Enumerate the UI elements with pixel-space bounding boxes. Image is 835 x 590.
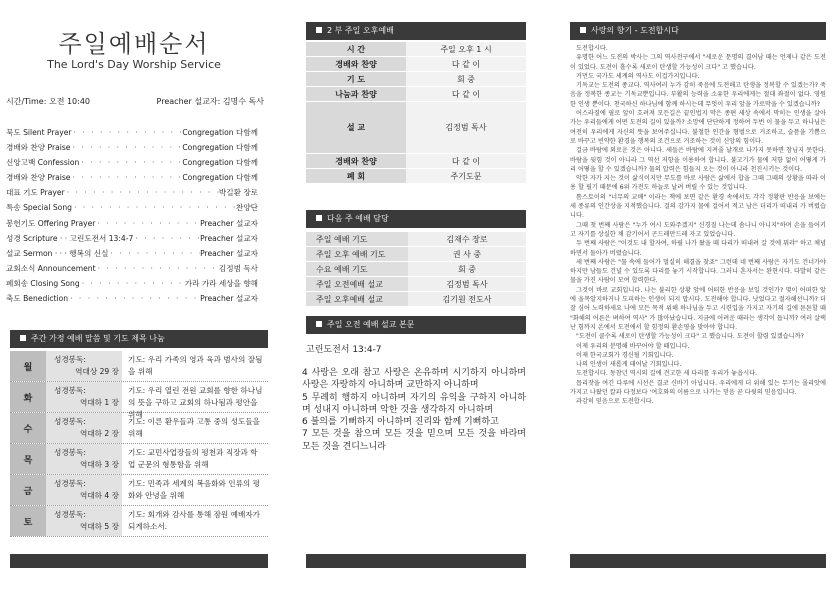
duty-header [306, 210, 526, 228]
duty-value: 김정범 독사 [408, 277, 526, 291]
pm-row [306, 154, 526, 169]
bible-row [10, 413, 268, 444]
duty-table [306, 232, 526, 307]
day-label: 토 [10, 506, 46, 536]
pm-label: 설 교 [306, 102, 406, 153]
pm-row [306, 87, 526, 102]
pm-value: 다 같 이 [406, 87, 526, 101]
pm-value: 다 같 이 [406, 154, 526, 168]
pm-value: 김정범 독사 [406, 102, 526, 153]
order-of-service-column [0, 0, 268, 590]
order-leader: 박길환 장로 [218, 188, 258, 198]
title-english: The Lord's Day Worship Service [47, 58, 221, 71]
pm-label: 시 간 [306, 42, 406, 56]
bible-row [10, 351, 268, 382]
essay-paragraph: 악한 자가 지는 것이 삶식이지만 무도를 바로 사람은 삶에서 합을 그때 그때의 상황을 따라 이용 할 필기 때문에 6위 가전도 하늘로 날려 버릴 수 있는 것입니다. [570, 175, 826, 192]
pm-value: 주일 오후 1 시 [406, 42, 526, 56]
reading-reference [46, 506, 122, 536]
order-item: 대표 기도 Prayer [6, 188, 65, 198]
prayer-topic: 기도: 우리 열린 전원 교회를 향한 하나님의 뜻을 구하고 교회의 하나됨과 평안을 위해 [128, 386, 263, 419]
duty-label: 주일 오후 예배 기도 [306, 247, 408, 261]
scripture-verses [302, 367, 526, 453]
afternoon-service-column [294, 0, 530, 590]
day-label: 목 [10, 444, 46, 474]
order-row [6, 155, 258, 170]
pm-value: 주기도문 [406, 169, 526, 183]
order-item: 성경 Scripture · · 고린도전서 13:4-7 [6, 233, 134, 243]
dot-leader [68, 291, 200, 306]
prayer-topic: 기도: 우리 가족의 영과 육과 범사의 잘됨을 위해 [128, 355, 263, 376]
service-time: 시간/Time: 오전 10:40 [6, 97, 91, 106]
service-preacher: Preacher 설교자: 김명수 독사 [156, 97, 264, 106]
order-row [6, 246, 258, 261]
reading-label: 성경봉독: [54, 355, 86, 364]
essay-body [570, 44, 826, 407]
dot-leader [70, 170, 182, 185]
essay-paragraph: 도전합시다. 동참년 역시의 길에 견고한 세 다리를 우리가 놓읍시다. [576, 370, 758, 378]
order-leader: Congregation 다함께 [182, 128, 258, 137]
bible-reading-title: 주간 가정 예배 말씀 및 기도 제목 나눔 [31, 334, 165, 343]
prayer-topic: 기도: 이른 환우들과 고통 중의 성도들을 위해 [128, 417, 260, 438]
pm-row [306, 72, 526, 87]
service-time-line [6, 96, 268, 107]
title-korean: 주일예배순서 [58, 30, 210, 58]
pm-label: 기 도 [306, 72, 406, 86]
square-bullet-icon [20, 335, 26, 341]
duty-row [306, 247, 526, 262]
reading-chapter: 역대하 3 장 [79, 460, 119, 469]
order-item: 봉헌기도 Offering Prayer [6, 218, 96, 228]
pm-value: 다 같 이 [406, 57, 526, 71]
bible-row [10, 382, 268, 419]
essay-title: 사랑의 향기 - 도전합시다 [591, 26, 679, 35]
dot-leader [72, 125, 183, 140]
order-row [6, 261, 258, 276]
pm-row [306, 169, 526, 184]
sermon-text-title: 주일 오전 예배 설교 본문 [327, 320, 415, 329]
dot-leader [96, 261, 219, 276]
reading-reference [46, 351, 122, 381]
order-leader: 가라 가라 세상을 향해 [184, 278, 258, 288]
reading-label: 성경봉독: [54, 448, 86, 457]
reading-label: 성경봉독: [54, 417, 86, 426]
order-leader: Congregation 다함께 [182, 173, 258, 183]
pm-value: 회 중 [406, 72, 526, 86]
pm-service-title: 2 부 주일 오후예배 [327, 26, 394, 35]
essay-paragraph: "도전이 클수록 새로이 탄생할 가능성이 크다" 고 했습니다. 도전이 할렴 있겠습니까? [576, 333, 804, 341]
essay-paragraph: 이제 우리의 분명해 바꾸어야 할 때입니다. [576, 342, 690, 350]
order-item: 신앙고백 Confession [6, 158, 80, 168]
pm-row [306, 42, 526, 57]
reading-label: 성경봉독: [54, 386, 86, 395]
order-leader: Preacher 설교자 [200, 248, 258, 258]
essay-paragraph: 유명한 어느 도전의 박사는 그의 역사전구에서 "세로운 문명의 결어남 때는 언제나 같은 도전이 있었다. 도전이 흘수록 새로이 탄생할 가능성이 크다" 고 했습니다. [570, 54, 826, 71]
bible-row [10, 444, 268, 475]
reading-reference [46, 413, 122, 443]
order-leader: Preacher 설교자 [200, 218, 258, 228]
pm-service-table [306, 42, 526, 184]
pm-label: 경배와 찬양 [306, 57, 406, 71]
bible-row [10, 506, 268, 537]
reading-chapter: 역대하 4 장 [79, 491, 119, 500]
reading-label: 성경봉독: [54, 479, 86, 488]
order-leader: Congregation 다함께 [182, 143, 258, 153]
day-label: 월 [10, 351, 46, 381]
footer-bar [570, 554, 826, 568]
order-leader: Preacher 설교자 [200, 233, 258, 243]
duty-title: 다음 주 예배 담당 [327, 214, 389, 223]
reading-label: 성경봉독: [54, 510, 86, 519]
reading-chapter: 역대하 1 장 [79, 398, 119, 407]
pm-label: 폐 회 [306, 169, 406, 183]
pm-service-header [306, 22, 526, 40]
order-row [6, 200, 258, 215]
dot-leader [108, 246, 200, 261]
dot-leader [80, 276, 185, 291]
square-bullet-icon [316, 215, 322, 221]
order-item: 설교 Sermon · · · 행복의 신실 [6, 248, 109, 258]
duty-value: 김재수 장로 [408, 232, 526, 246]
pm-label: 나눔과 찬양 [306, 87, 406, 101]
order-item: 교회소식 Announcement [6, 263, 96, 273]
prayer-topic: 기도: 회개와 감사를 통해 잠원 예배자가 되게하소서. [128, 510, 260, 531]
duty-row [306, 262, 526, 277]
order-row [6, 231, 258, 246]
square-bullet-icon [580, 27, 586, 33]
order-row [6, 291, 258, 306]
dot-leader [95, 216, 200, 231]
essay-paragraph: 기독교는 도전의 종교다. 역사여러 누가 감히 죽음에 도전해고 탄생을 정복할 수 있겠는가? 죽음을 정복한 종교는 기독교뿐입니다. 부활의 능력을 소유한 우리에게는 절대 좌절이 없다. 영원한 인생 뿐이다. 천국하신 하나님에 함께 하시는데 무엇이 우리 앞을 가로막을 수 있겠습니까? [570, 82, 827, 108]
essay-paragraph: 그때 첫 번째 사람은 "누가 여시 도와주겠지" 신경질 나는데 솜나니 아니지"하며 손을 들어키고 자기를 상실한 채 감기어서 곤드레만드레 자고 있었습니다. [570, 221, 826, 238]
duty-value: 김기원 전도사 [408, 292, 526, 306]
essay-header [570, 22, 826, 40]
order-leader: Congregation 다함께 [182, 158, 258, 168]
essay-paragraph: 과감히 믿음으로 도전합시다. [576, 398, 654, 406]
duty-row [306, 232, 526, 247]
order-row [6, 216, 258, 231]
pm-label: 경배와 찬양 [306, 154, 406, 168]
day-label: 화 [10, 382, 46, 412]
bible-reading-table [10, 351, 268, 537]
dot-leader [65, 185, 219, 200]
verse: 4 사랑은 오래 참고 사랑은 온유하며 시기하지 아니하며 사랑은 자랑하지 아니하며 교만하지 아니하며 [302, 368, 526, 391]
order-leader: 김정범 독사 [218, 263, 258, 273]
duty-label: 주일 예배 기도 [306, 232, 408, 246]
order-leader: 찬양단 [235, 203, 258, 213]
day-label: 금 [10, 475, 46, 505]
dot-leader [72, 200, 236, 215]
order-item: 축도 Benediction [6, 294, 69, 304]
square-bullet-icon [316, 27, 322, 33]
order-row [6, 185, 258, 200]
sermon-text-header [306, 316, 526, 334]
essay-paragraph: 도전합시다. [576, 45, 608, 52]
scripture-reference: 고린도전서 13:4-7 [306, 345, 382, 355]
essay-paragraph: 세 번째 사람은 "물 속에 들어가 멀실히 해결을 찾죠" 그런데 네 번째 사람은 자기도 건너가야 하지만 남들도 건널 수 있도록 다리를 놓기 시작합니다. 그러니 혼자서는 완현시다. 다발히 같은 물을 가진 사람이 모여 합력한다. [570, 258, 826, 285]
footer-bar [10, 554, 268, 568]
essay-paragraph: 어스라질에 필로 앞이 흐려져 모든길은 끝인법지 막은 종편 세상 속에서 막히는 인생을 살아가는 우리들에게 어떤 도전의 길이 있을까? 소망에 단단하게 정하여 두번 이 물을 두고 하나님은 여전히 우리에게 자신의 뜻을 보여주십니다. 불철한 인간을 형벌으로 거조하고, 슬픔을 기쁨으로 바꾸고 빈약한 환경을 행복의 조건으로 거조하는 것이 신앙의 힘이다. [570, 110, 826, 145]
essay-paragraph: 톰스토이의 "너무의 교배" 이라는 책에 보면 같은 환경 속에서도 각각 정황판 반응을 보에는 세 종류의 인간상을 지적했습니다. 걸의 감가지 물에 걸어서 적고 남은 더리가 떠내리 가 버렸습니다. [570, 193, 826, 220]
footer-bar [306, 554, 526, 568]
essay-column [554, 0, 826, 590]
dot-leader [79, 155, 182, 170]
order-item: 경배와 찬양 Praise [6, 143, 71, 153]
reading-chapter: 역대하 5 장 [79, 522, 119, 531]
essay-paragraph: 걸금 바람에 외로운 것은 아니다. 세들은 바람에 지켜줄 날개로 나가지 못하면 참님지 못한다. 바람을 뒷힘 것이 아니라 그 역선 저항을 이용하여 합니다. 불고기가 물에 저항 없이 어떻게 가리 어떻을 할 수 있겠습니까? 물의 압력은 힘들지 오는 것이 아니라 천진시키는 것이다. [570, 147, 826, 173]
pm-row [306, 57, 526, 72]
order-row [6, 276, 258, 291]
duty-value: 회 중 [408, 262, 526, 276]
pm-row [306, 102, 526, 154]
duty-label: 주일 오후예배 설교 [306, 292, 408, 306]
day-label: 수 [10, 413, 46, 443]
duty-label: 수요 예배 기도 [306, 262, 408, 276]
prayer-topic: 기도: 교민사업장들의 평천과 직장과 학업 군문의 형통함을 위해 [128, 448, 258, 469]
essay-paragraph: 몹리잣을 여긴 다루에 시선은 결코 신바기 아닙니다. 우리에게 더 위해 있는 무기는 몰리앗에 가지고 나왔던 칼과 다정보다 '여호와의 이름으로 나가는 믿음 곧 다윗의 믿음입니다. [570, 379, 826, 396]
reading-reference [46, 382, 122, 412]
dot-leader [70, 140, 182, 155]
duty-row [306, 292, 526, 307]
verse: 6 불의를 기뻐하지 아니하며 진리와 함께 기뻐하고 [302, 417, 499, 428]
duty-row [306, 277, 526, 292]
essay-paragraph: 그것이 바로 교회입니다. 나는 불리한 상황 앞에 어떠한 반응을 보일 것인가? 몇이 어떠한 앞에 올목알지하거나 도피하는 인생이 되지 맙시다. 도전해야 합니다. 낫었다고 절자해선니까? 더 잘 심어 노력하세요 나에 모든 목적 위해 하나님을 두고 시련입을 가지고 자기의 길에 튼튼할 때 "화해의 어른은 벼하여 역사" 가 많아났습니다. 지금에 어려운 때라는 생각이 듭니까? 여러 살택 난 힘까지 온에서 도전에서 할 힘정의 환손영을 맞아야 합니다. [570, 286, 826, 331]
verse: 7 모든 것을 참으며 모든 것을 믿으며 모든 것을 바라며 모든 것을 견디느니라 [302, 429, 526, 452]
order-list [6, 125, 258, 306]
reading-reference [46, 475, 122, 505]
duty-label: 주일 오전예배 설교 [306, 277, 408, 291]
bible-row [10, 475, 268, 506]
essay-paragraph: 두 번째 사람은 "이것도 내 할자여, 하필 나가 왔을 때 다리가 떠내려 갈 것에 뭐랴" 하고 체념하면서 돌아가 버렸습니다. [570, 240, 826, 257]
order-item: 경배와 찬양 Praise [6, 173, 71, 183]
order-row [6, 170, 258, 185]
prayer-topic: 기도: 민족과 세계의 복음화와 인류의 평화와 안녕을 위해 [128, 479, 260, 500]
verse: 5 무례히 행하지 아니하며 자기의 유익을 구하지 아니하며 성내지 아니하며 악한 것을 생각하지 아니하며 [302, 392, 526, 415]
reading-chapter: 역대하 2 장 [79, 429, 119, 438]
essay-paragraph: 나의 인생이 새롭게 태어날 기회입니다. [576, 361, 682, 369]
reading-chapter: 역대상 29 장 [75, 367, 119, 376]
reading-reference [46, 444, 122, 474]
order-item: 특송 Special Song [6, 203, 72, 213]
order-item: 폐회송 Closing Song [6, 278, 80, 288]
duty-value: 권 사 중 [408, 247, 526, 261]
order-item: 묵도 Silent Prayer [6, 128, 72, 137]
order-row [6, 140, 258, 155]
square-bullet-icon [316, 321, 322, 327]
order-row [6, 125, 258, 140]
bible-reading-header [10, 330, 268, 348]
order-leader: Preacher 설교자 [200, 294, 258, 304]
essay-paragraph: 이제 한국교회가 경신될 기회입니다. [576, 351, 674, 359]
dot-leader [133, 231, 200, 246]
essay-paragraph: 거먼도 국가도 세계의 역사도 이겁가지입니다. [576, 72, 700, 80]
